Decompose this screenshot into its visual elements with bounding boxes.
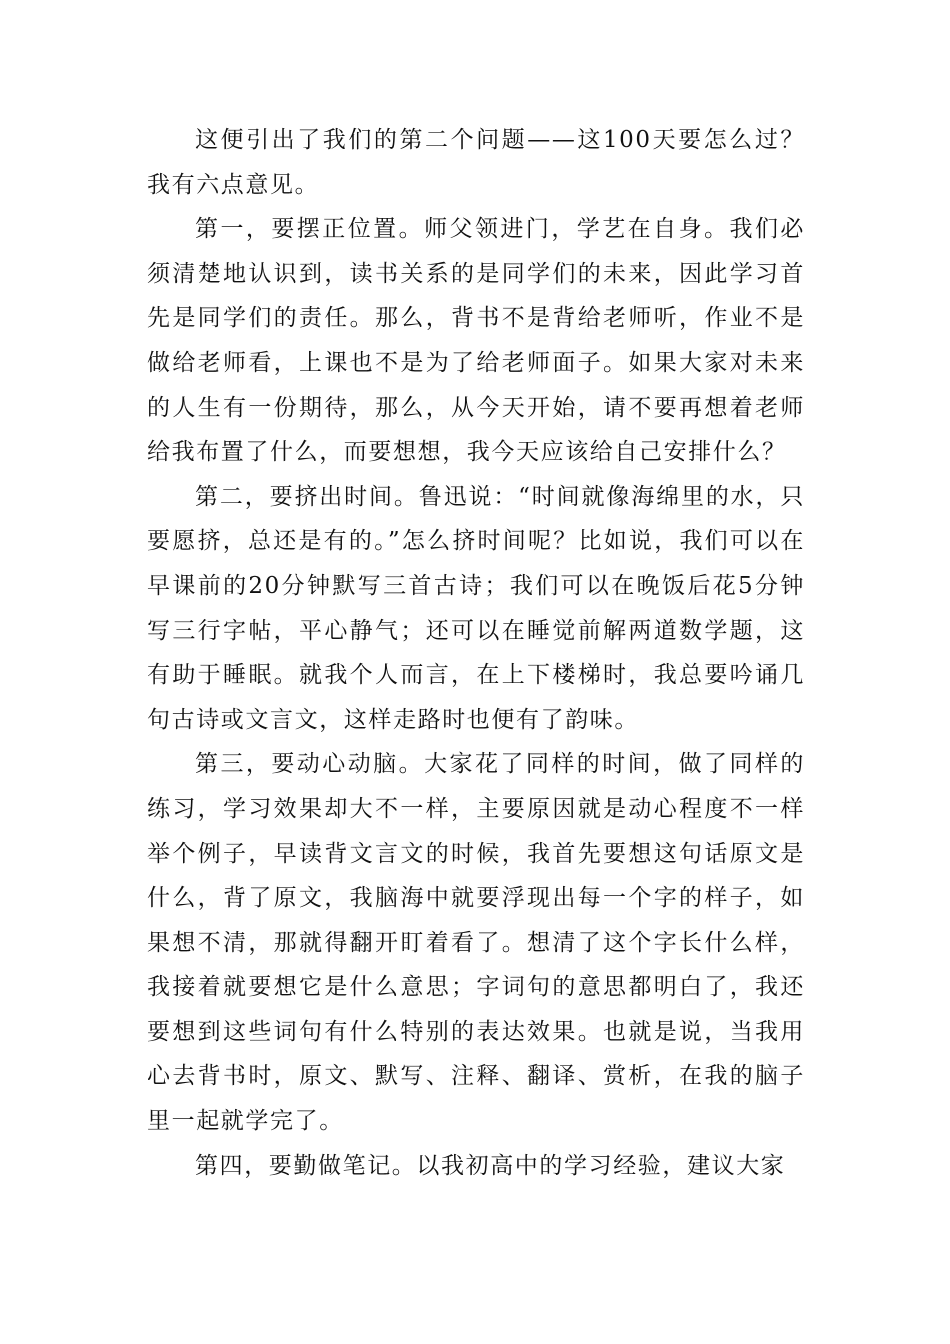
paragraph-point-three: 第三，要动心动脑。大家花了同样的时间，做了同样的练习，学习效果却大不一样，主要原因就是动心程度不一样举个例子，早读背文言文的时候，我首先要想这句话原文是什么，背了原文，我脑海中就要浮现出每一个字的样子，如果想不清，那就得翻开盯着看了。想清了这个字长什么样，我接着就要想它是什么意思；字词句的意思都明白了，我还要想到这些词句有什么特别的表达效果。也就是说，当我用心去背书时，原文、默写、注释、翻译、赏析，在我的脑子里一起就学完了。 [147, 751, 805, 1135]
paragraph-point-one: 第一，要摆正位置。师父领进门，学艺在自身。我们必须清楚地认识到，读书关系的是同学们的未来，因此学习首先是同学们的责任。那么，背书不是背给老师听，作业不是做给老师看，上课也不是为了给老师面子。如果大家对未来的人生有一份期待，那么，从今天开始，请不要再想着老师给我布置了什么，而要想想，我今天应该给自己安排什么？ [147, 216, 805, 466]
document-page [147, 118, 805, 1188]
paragraph-intro: 这便引出了我们的第二个问题——这100天要怎么过？我有六点意见。 [147, 127, 805, 198]
paragraph-point-two: 第二，要挤出时间。鲁迅说：“时间就像海绵里的水，只要愿挤，总还是有的。”怎么挤时间呢？比如说，我们可以在早课前的20分钟默写三首古诗；我们可以在晚饭后花5分钟写三行字帖，平心静气；还可以在睡觉前解两道数学题，这有助于睡眠。就我个人而言，在上下楼梯时，我总要吟诵几句古诗或文言文，这样走路时也便有了韵味。 [147, 483, 805, 733]
paragraph-point-four: 第四，要勤做笔记。以我初高中的学习经验，建议大家 [195, 1152, 786, 1179]
